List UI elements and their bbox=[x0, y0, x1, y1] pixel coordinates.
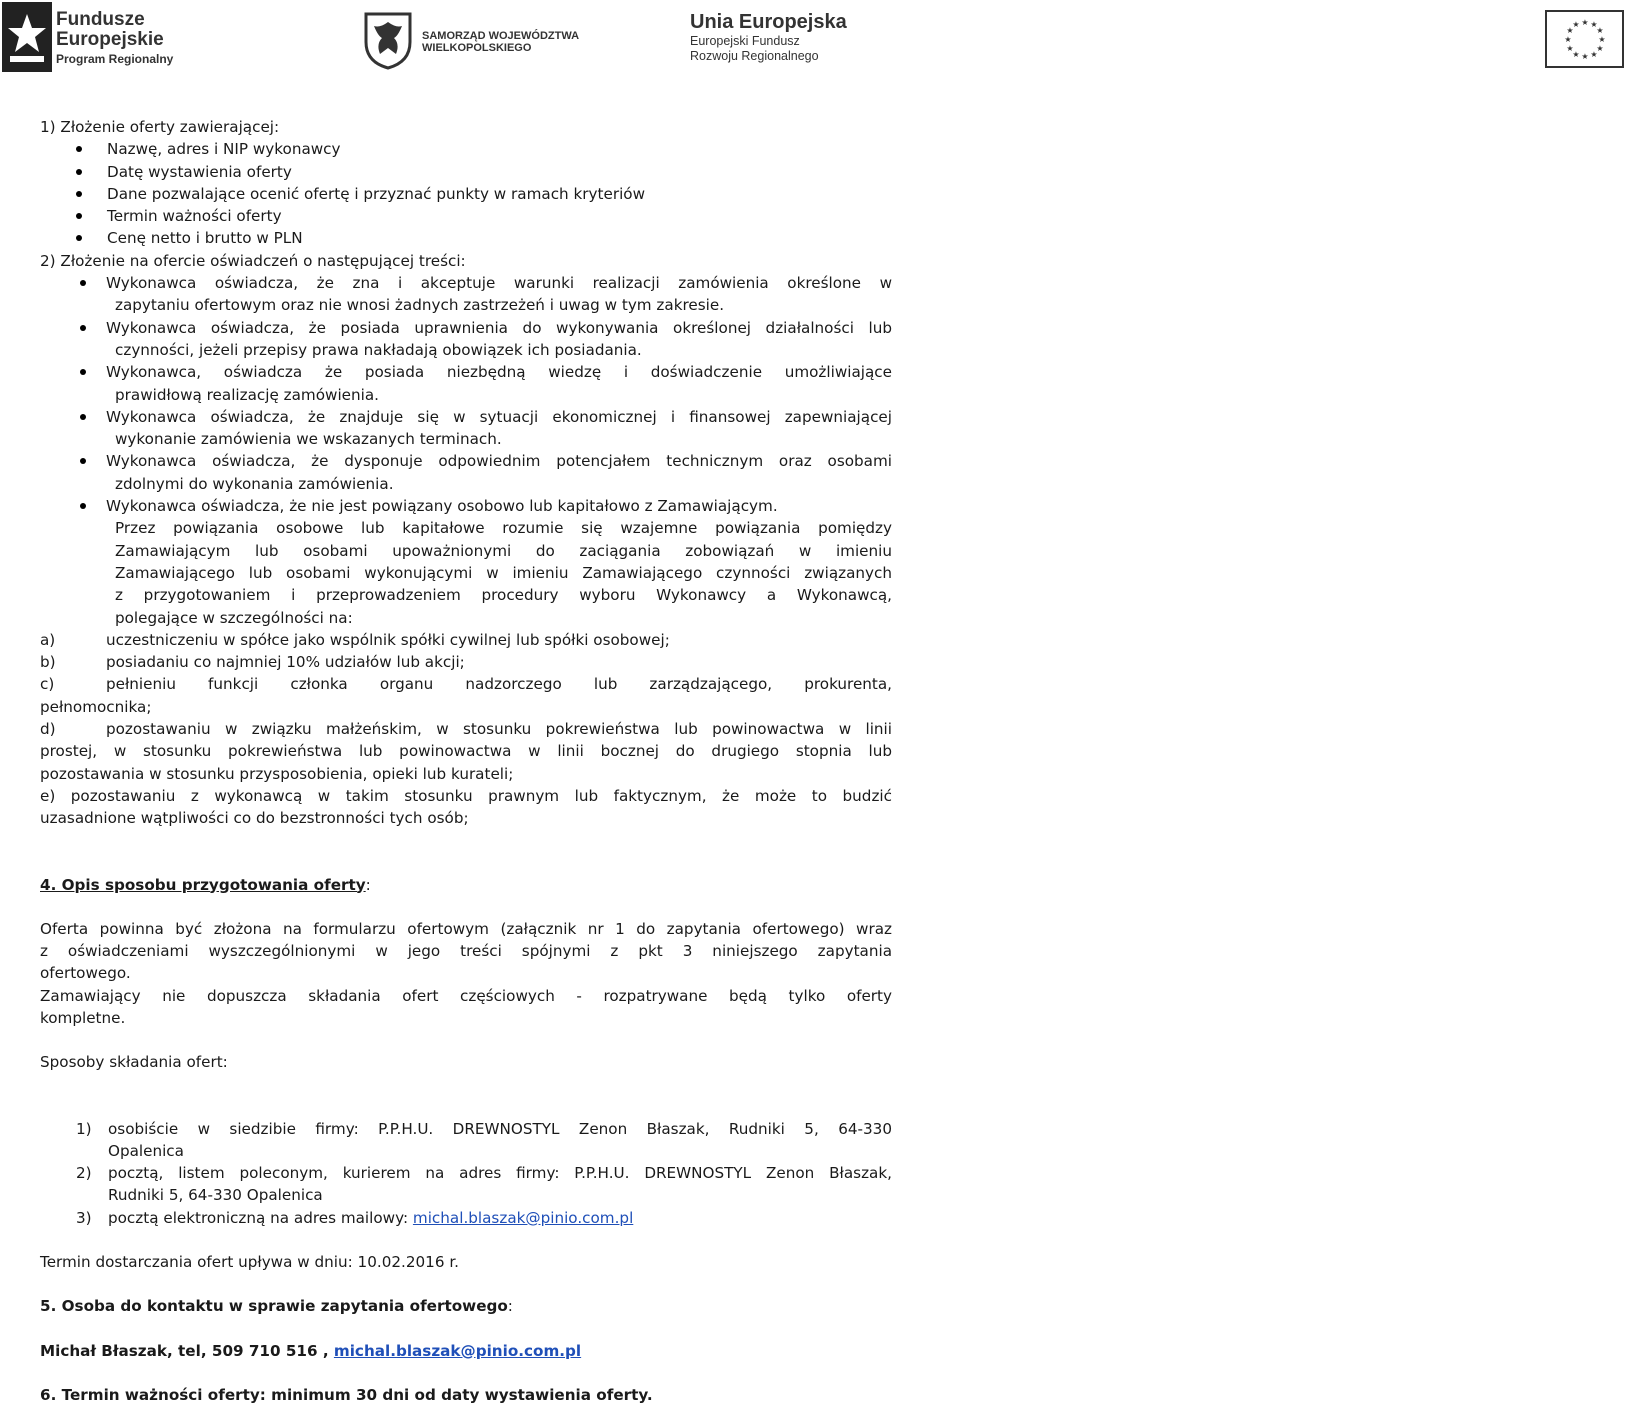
svg-text:★: ★ bbox=[1596, 44, 1604, 53]
list-item: Cenę netto i brutto w PLN bbox=[40, 227, 892, 249]
svg-text:★: ★ bbox=[1566, 26, 1574, 35]
submission-methods-title: Sposoby składania ofert: bbox=[40, 1053, 228, 1072]
list-item: Datę wystawienia oferty bbox=[40, 161, 892, 183]
relation-item-e: e) pozostawaniu z wykonawcą w takim stosunku prawnym lub faktycznym, że może to budzić uzasadnione wątpliwości co do bezstronności tych osób; bbox=[40, 786, 892, 828]
declaration-item-2: Wykonawca oświadcza, że posiada uprawnienia do wykonywania określonej działalności lub czynności, jeżeli przepisy prawa nakładają obowiązek ich posiadania. bbox=[40, 317, 892, 362]
ue-logo-line2: Europejski Fundusz bbox=[690, 34, 800, 48]
svg-text:★: ★ bbox=[1590, 50, 1598, 59]
section1-title: 1) Złożenie oferty zawierającej: bbox=[40, 118, 280, 136]
declaration-item-6: Wykonawca oświadcza, że nie jest powiązany osobowo lub kapitałowo z Zamawiającym. Przez powiązania osobowe lub kapitałowe rozumie się wzajemne powiązania pomiędzy Zamawiającym lub osobami upoważnionymi do zaciągania zobowiązań w imieniu Zamawiającego lub osobami wykonującymi w imieniu Zamawiającego czynności związanych z przygotowaniem i przeprowadzeniem procedury wyboru Wykonawcy a Wykonawcą, polegające w szczególności na: bbox=[40, 495, 892, 629]
relation-definition-line: Zamawiającego lub osobami wykonującymi w imieniu Zamawiającego czynności związanych bbox=[115, 563, 892, 582]
relation-item-a: a) uczestniczeniu w spółce jako wspólnik spółki cywilnej lub spółki osobowej; bbox=[40, 630, 670, 649]
declaration-item-3: Wykonawca, oświadcza że posiada niezbędną wiedzę i doświadczenie umożliwiające prawidłową realizację zamówienia. bbox=[40, 361, 892, 406]
fe-star-emblem-icon bbox=[2, 2, 56, 74]
svg-text:★: ★ bbox=[1566, 44, 1574, 53]
submission-method-1: 1) osobiście w siedzibie firmy: P.P.H.U. DREWNOSTYL Zenon Błaszak, Rudniki 5, 64-330 Opalenica bbox=[76, 1119, 892, 1160]
eagle-crest-icon bbox=[360, 10, 416, 70]
contact-line: Michał Błaszak, tel, 509 710 516 , michal.blaszak@pinio.com.pl bbox=[40, 1341, 582, 1360]
fe-logo-line2: Europejskie bbox=[56, 29, 164, 50]
fundusze-europejskie-logo bbox=[2, 2, 174, 78]
svg-text:★: ★ bbox=[1581, 18, 1589, 27]
samorzad-logo bbox=[360, 10, 580, 74]
relation-definition-line: polegające w szczególności na: bbox=[115, 608, 353, 627]
eu-flag-icon bbox=[1545, 10, 1625, 68]
list-item: Termin ważności oferty bbox=[40, 205, 892, 227]
svg-text:★: ★ bbox=[1581, 52, 1589, 61]
declaration-item-1: Wykonawca oświadcza, że zna i akceptuje warunki realizacji zamówienia określone w zapytaniu ofertowym oraz nie wnosi żadnych zastrzeżeń i uwag w tym zakresie. bbox=[40, 272, 892, 317]
svg-text:★: ★ bbox=[1572, 20, 1580, 29]
svg-text:★: ★ bbox=[1572, 50, 1580, 59]
fe-logo-line1: Fundusze bbox=[56, 9, 145, 30]
submission-method-3: 3) pocztą elektroniczną na adres mailowy: michal.blaszak@pinio.com.pl bbox=[76, 1208, 634, 1227]
list-item: Nazwę, adres i NIP wykonawcy bbox=[40, 138, 892, 160]
submission-method-2: 2) pocztą, listem poleconym, kurierem na adres firmy: P.P.H.U. DREWNOSTYL Zenon Błaszak, Rudniki 5, 64-330 Opalenica bbox=[76, 1164, 892, 1205]
svg-text:★: ★ bbox=[1598, 35, 1606, 44]
relation-item-d: d) pozostawaniu w związku małżeńskim, w stosunku pokrewieństwa lub powinowactwa w linii prostej, w stosunku pokrewieństwa lub powinowactwa w linii bocznej do drugiego stopnia lub pozostawania w stosunku przysposobienia, opieki lub kurateli; bbox=[40, 720, 892, 783]
svg-text:★: ★ bbox=[1590, 20, 1598, 29]
ue-logo-line1: Unia Europejska bbox=[690, 11, 847, 33]
relation-definition-line: Przez powiązania osobowe lub kapitałowe rozumie się wzajemne powiązania pomiędzy bbox=[115, 519, 892, 538]
document-body bbox=[40, 116, 892, 1406]
section4-heading: 4. Opis sposobu przygotowania oferty: bbox=[40, 875, 371, 894]
relation-definition-line: z przygotowaniem i przeprowadzeniem procedury wyboru Wykonawcy a Wykonawcą, bbox=[115, 586, 892, 605]
offer-deadline: Termin dostarczania ofert upływa w dniu: 10.02.2016 r. bbox=[40, 1253, 460, 1272]
contact-email-link[interactable]: michal.blaszak@pinio.com.pl bbox=[333, 1341, 582, 1360]
email-link[interactable]: michal.blaszak@pinio.com.pl bbox=[412, 1208, 634, 1227]
ue-logo-line3: Rozwoju Regionalnego bbox=[690, 49, 819, 63]
declaration-item-5: Wykonawca oświadcza, że dysponuje odpowiednim potencjałem technicznym oraz osobami zdolnymi do wykonania zamówienia. bbox=[40, 450, 892, 495]
relation-item-c: c) pełnieniu funkcji członka organu nadzorczego lub zarządzającego, prokurenta, pełnomocnika; bbox=[40, 675, 892, 716]
section4-paragraph-1: Oferta powinna być złożona na formularzu ofertowym (załącznik nr 1 do zapytania ofertowego) wraz z oświadczeniami wyszczególnionymi w jego treści spójnymi z pkt 3 niniejszego zapytania ofertowego. bbox=[40, 919, 892, 983]
declaration-item-4: Wykonawca oświadcza, że znajduje się w sytuacji ekonomicznej i finansowej zapewniającej wykonanie zamówienia we wskazanych terminach. bbox=[40, 406, 892, 451]
sw-logo-line2: WIELKOPOLSKIEGO bbox=[422, 42, 532, 54]
section4-paragraph-2: Zamawiający nie dopuszcza składania ofert częściowych - rozpatrywane będą tylko oferty kompletne. bbox=[40, 986, 892, 1027]
list-item: Dane pozwalające ocenić ofertę i przyznać punkty w ramach kryteriów bbox=[40, 183, 892, 205]
fe-logo-line3: Program Regionalny bbox=[56, 52, 174, 66]
sw-logo-line1: SAMORZĄD WOJEWÓDZTWA bbox=[422, 30, 580, 42]
svg-text:★: ★ bbox=[1564, 35, 1572, 44]
logo-header bbox=[0, 0, 1606, 80]
relation-item-b: b) posiadaniu co najmniej 10% udziałów lub akcji; bbox=[40, 653, 465, 672]
section2-title: 2) Złożenie na ofercie oświadczeń o następującej treści: bbox=[40, 251, 466, 270]
svg-text:★: ★ bbox=[1596, 26, 1604, 35]
relation-definition-line: Zamawiającym lub osobami upoważnionymi do zaciągania zobowiązań w imieniu bbox=[115, 541, 892, 560]
section6-heading: 6. Termin ważności oferty: minimum 30 dni od daty wystawienia oferty. bbox=[40, 1385, 653, 1404]
section5-heading: 5. Osoba do kontaktu w sprawie zapytania ofertowego: bbox=[40, 1297, 513, 1316]
